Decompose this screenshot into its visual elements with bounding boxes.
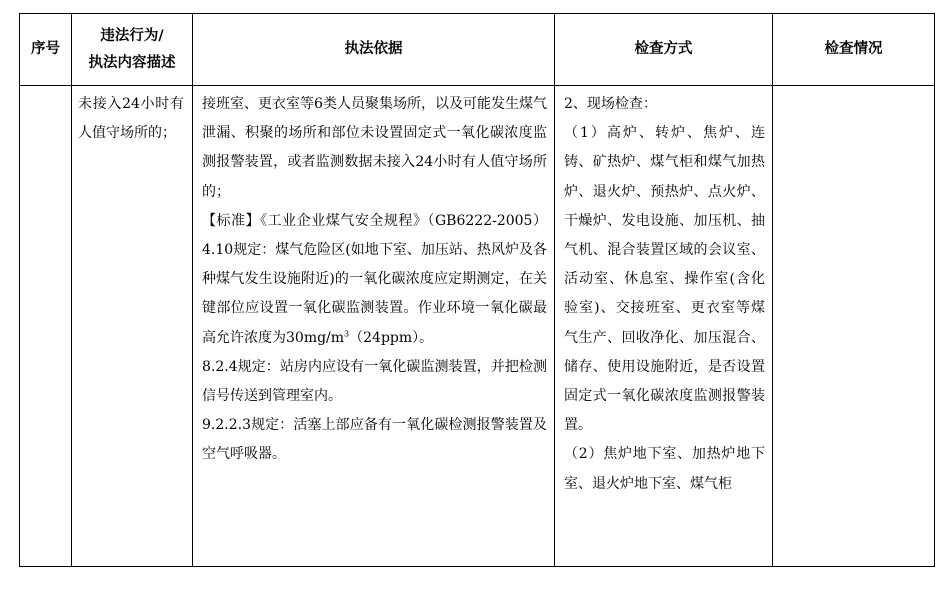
header-status: 检查情况 (773, 14, 935, 86)
basis-paragraph (202, 207, 547, 353)
method-paragraph: 2、现场检查： (564, 96, 657, 112)
cell-seq (20, 86, 72, 567)
behavior-text: 未接入24小时有人值守场所的； (78, 96, 184, 142)
basis-text (193, 86, 554, 566)
basis-paragraph: 9.2.2.3规定：活塞上部应备有一氧化碳检测报警装置及空气呼吸器。 (202, 417, 547, 463)
header-seq: 序号 (20, 14, 72, 86)
basis-paragraph: 8.2.4规定：站房内应设有一氧化碳监测装置，并把检测信号传送到管理室内。 (202, 358, 547, 405)
status-text (773, 86, 934, 566)
method-paragraph: （1）高炉、转炉、焦炉、连铸、矿热炉、煤气柜和煤气加热炉、退火炉、预热炉、点火炉、干燥炉、发电设施、加压机、抽气机、混合装置区域的会议室、活动室、休息室、操作室(含化验室)、交接班室、更衣室等煤气生产、回收净化、加压混合、储存、使用设施附近，是否设置固定式一氧化碳浓度监测报警装置。 (564, 125, 765, 434)
unit-superscript: 3 (344, 328, 350, 338)
cell-basis (193, 86, 555, 567)
header-basis: 执法依据 (193, 14, 555, 86)
method-paragraph: （2）焦炉地下室、加热炉地下室、退火炉地下室、煤气柜 (564, 446, 765, 492)
header-behavior-line1: 违法行为/ (100, 27, 164, 44)
inspection-table (19, 13, 935, 567)
method-text (555, 86, 772, 566)
header-behavior-line2: 执法内容描述 (88, 54, 176, 71)
header-behavior (72, 14, 193, 86)
basis-paragraph: 接班室、更衣室等6类人员聚集场所，以及可能发生煤气泄漏、积聚的场所和部位未设置固定式一氧化碳浓度监测报警装置，或者监测数据未接入24小时有人值守场所的； (202, 96, 547, 200)
cell-method (555, 86, 773, 567)
table-row (20, 86, 935, 567)
header-row (20, 14, 935, 86)
header-method: 检查方式 (555, 14, 773, 86)
cell-behavior (72, 86, 193, 567)
basis-standard-tail: （24ppm）。 (349, 329, 434, 346)
cell-status (773, 86, 935, 567)
basis-standard-text: 【标准】《工业企业煤气安全规程》（GB6222-2005）4.10规定：煤气危险区(如地下室、加压站、热风炉及各种煤气发生设施附近)的一氧化碳浓度应定期测定，在关键部位应设置一氧化碳监测装置。作业环境一氧化碳最高允许浓度为30mg/m (202, 212, 547, 346)
